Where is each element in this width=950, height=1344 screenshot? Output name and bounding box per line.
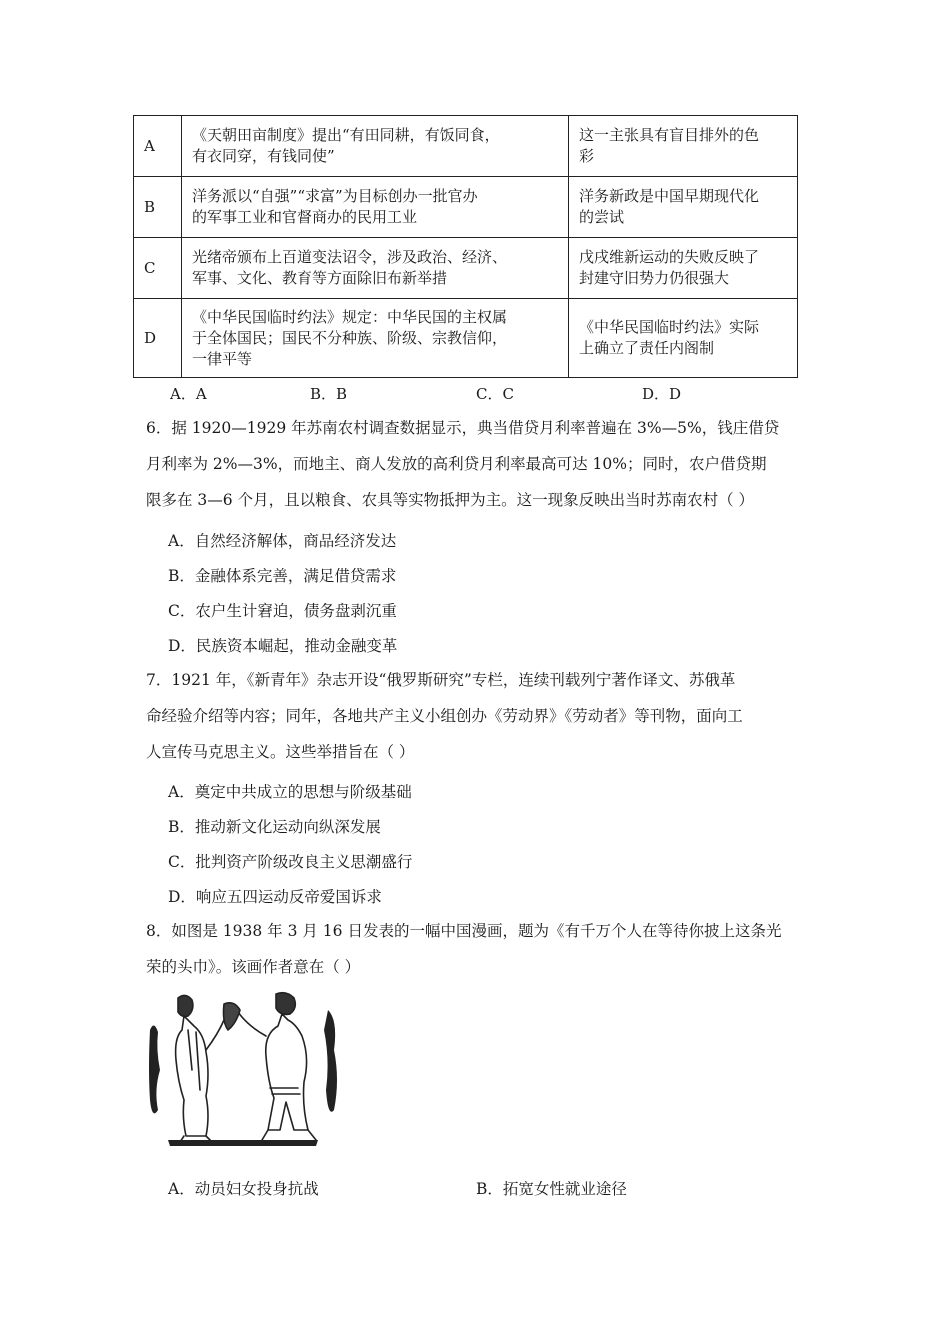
- row-letter: D: [134, 299, 182, 378]
- row-letter: B: [134, 177, 182, 238]
- option-c[interactable]: C．C: [476, 385, 514, 403]
- row-letter: C: [134, 238, 182, 299]
- option-a[interactable]: A．A: [170, 385, 207, 403]
- row-statement: 《中华民国临时约法》规定：中华民国的主权属 于全体国民；国民不分种族、阶级、宗教信仰， 一律平等: [182, 299, 569, 378]
- question-8-stem: 8．如图是 1938 年 3 月 16 日发表的一幅中国漫画，题为《有千万个人在等待你披上这条光 荣的头巾》。该画作者意在（ ）: [146, 922, 782, 976]
- table-row: [134, 116, 798, 177]
- row-statement: 洋务派以“自强”“求富”为目标创办一批官办 的军事工业和官督商办的民用工业: [182, 177, 569, 238]
- row-evaluation: 《中华民国临时约法》实际 上确立了责任内阁制: [569, 299, 798, 378]
- row-letter: A: [134, 116, 182, 177]
- q7-choice-b[interactable]: B．推动新文化运动向纵深发展: [168, 818, 381, 836]
- q7-choice-a[interactable]: A．奠定中共成立的思想与阶级基础: [168, 783, 412, 801]
- option-d[interactable]: D．D: [642, 385, 682, 403]
- row-statement: 光绪帝颁布上百道变法诏令，涉及政治、经济、 军事、文化、教育等方面除旧布新举措: [182, 238, 569, 299]
- table-row: [134, 238, 798, 299]
- q6-choice-a[interactable]: A．自然经济解体，商品经济发达: [168, 532, 397, 550]
- q7-choice-d[interactable]: D．响应五四运动反帝爱国诉求: [168, 888, 382, 906]
- q6-choice-c[interactable]: C．农户生计窘迫，债务盘剥沉重: [168, 602, 397, 620]
- q8-choice-b[interactable]: B．拓宽女性就业途径: [476, 1180, 627, 1198]
- row-evaluation: 洋务新政是中国早期现代化 的尝试: [569, 177, 798, 238]
- row-statement: 《天朝田亩制度》提出“有田同耕，有饭同食， 有衣同穿，有钱同使”: [182, 116, 569, 177]
- question-6-stem: 6．据 1920—1929 年苏南农村调查数据显示，典当借贷月利率普遍在 3%—5%，钱庄借贷 月利率为 2%—3%，而地主、商人发放的高利贷月利率最高可达 10%；同时，农户借贷期 限多在 3—6 个月，且以粮食、农具等实物抵押为主。这一现象反映出当时苏南农村（ ）: [146, 419, 780, 509]
- table-row: [134, 177, 798, 238]
- option-b[interactable]: B．B: [310, 385, 348, 403]
- row-evaluation: 戊戌维新运动的失败反映了 封建守旧势力仍很强大: [569, 238, 798, 299]
- q7-choice-c[interactable]: C．批判资产阶级改良主义思潮盛行: [168, 853, 413, 871]
- q6-choice-d[interactable]: D．民族资本崛起，推动金融变革: [168, 637, 398, 655]
- question-7-stem: 7．1921 年，《新青年》杂志开设“俄罗斯研究”专栏，连续刊载列宁著作译文、苏俄革 命经验介绍等内容；同年，各地共产主义小组创办《劳动界》《劳动者》等刊物，面向工 人宣传马克思主义。这些举措旨在（ ）: [146, 671, 743, 761]
- answer-table: [133, 115, 798, 378]
- q8-choice-a[interactable]: A．动员妇女投身抗战: [168, 1180, 319, 1198]
- q6-choice-b[interactable]: B．金融体系完善，满足借贷需求: [168, 567, 397, 585]
- row-evaluation: 这一主张具有盲目排外的色 彩: [569, 116, 798, 177]
- table-row: [134, 299, 798, 378]
- table-options: [0, 383, 950, 405]
- cartoon-image: [148, 990, 344, 1148]
